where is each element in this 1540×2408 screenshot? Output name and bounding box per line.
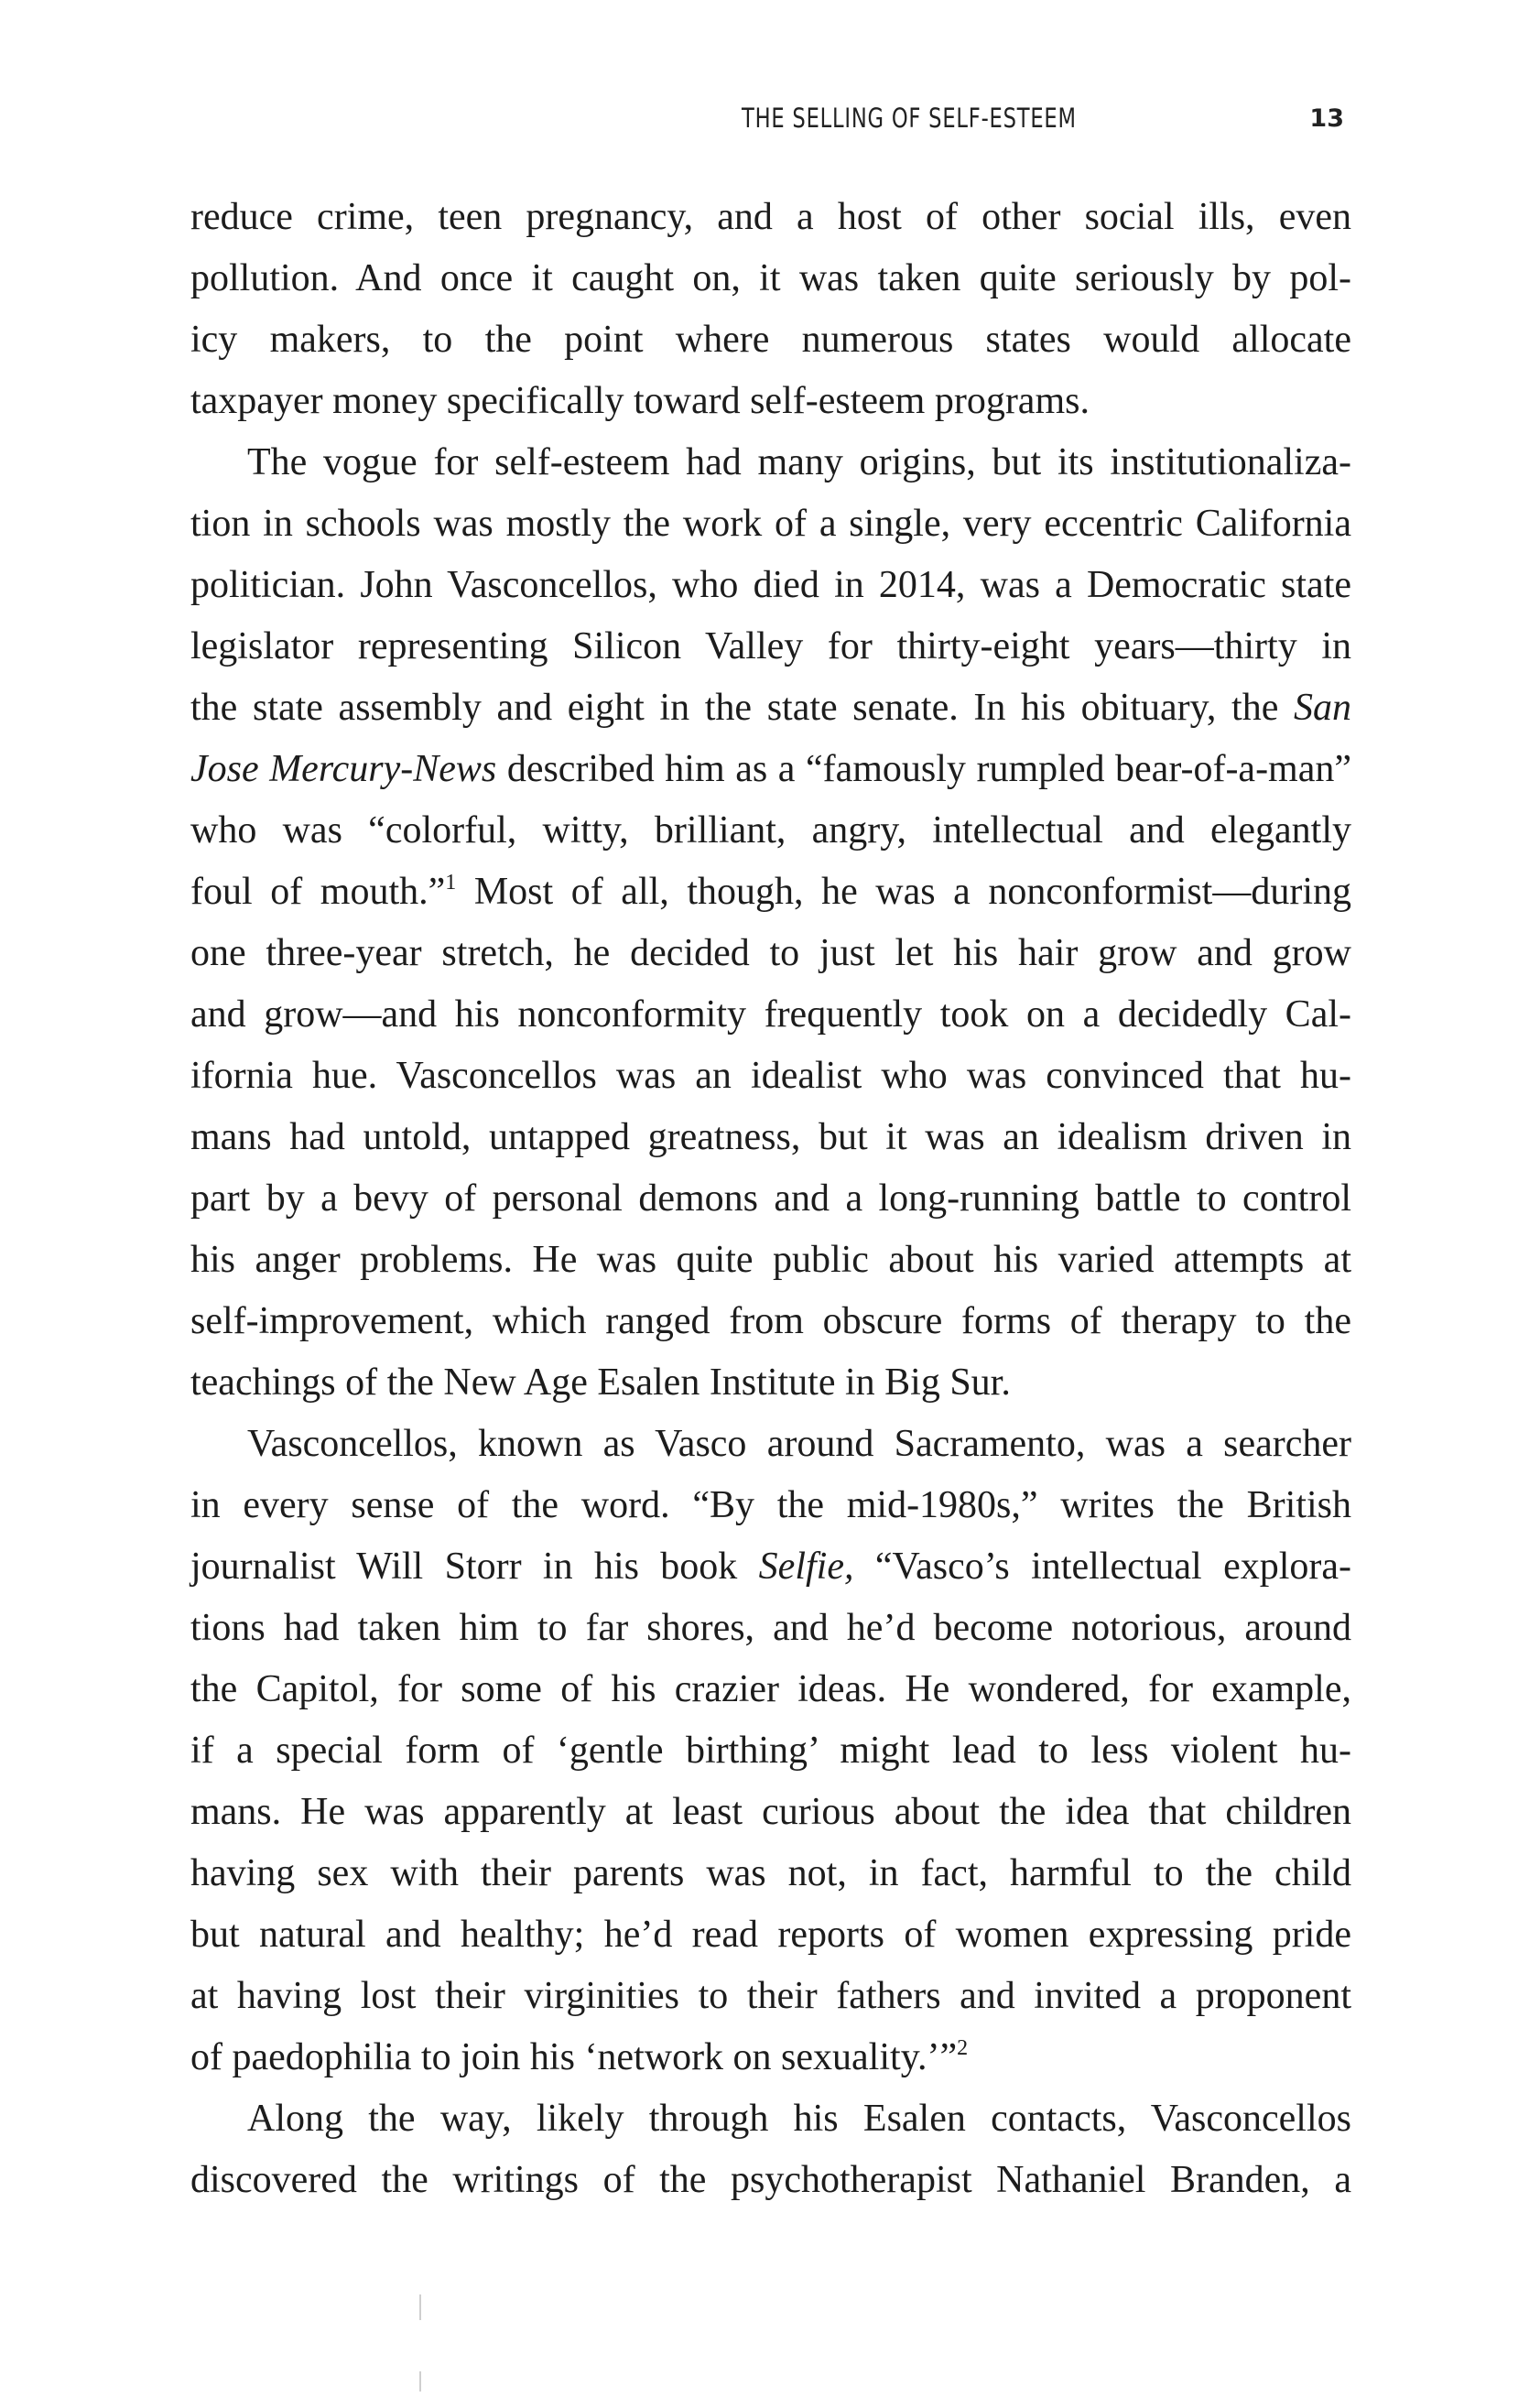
footnote-marker: 1: [445, 871, 457, 895]
text-line: pollution. And once it caught on, it was taken quite seriously by pol-: [190, 257, 1351, 299]
text-line: Vasconcellos, known as Vasco around Sacramento, was a searcher: [247, 1423, 1351, 1465]
text-line: but natural and healthy; he’d read reports of women expressing pride: [190, 1914, 1351, 1956]
paragraph-1: [190, 187, 1351, 432]
text-line: at having lost their virginities to their fathers and invited a proponent: [190, 1975, 1351, 2017]
running-head: [0, 103, 1344, 148]
text-line: politician. John Vasconcellos, who died in 2014, was a Democratic state: [190, 564, 1351, 606]
text-line: [190, 2027, 1351, 2088]
text-line: having sex with their parents was not, in fact, harmful to the child: [190, 1852, 1351, 1894]
text-line: and grow—and his nonconformity frequently took on a decidedly Cal-: [190, 993, 1351, 1036]
scan-artifact: [419, 2371, 421, 2392]
text-line: mans. He was apparently at least curious about the idea that children: [190, 1791, 1351, 1833]
text-line: mans had untold, untapped greatness, but it was an idealism driven in: [190, 1116, 1351, 1158]
text-line: [190, 1536, 1351, 1598]
text-line: discovered the writings of the psychotherapist Nathaniel Branden, a: [190, 2159, 1351, 2201]
text-segment: described him as a “famously rumpled bear-of-a-man”: [496, 748, 1352, 790]
text-line: reduce crime, teen pregnancy, and a host of other social ills, even: [190, 196, 1351, 238]
text-line: self-improvement, which ranged from obscure forms of therapy to the: [190, 1300, 1351, 1342]
text-segment: “Vasco’s intellectual explora-: [853, 1546, 1351, 1588]
text-line: taxpayer money specifically toward self-esteem programs.: [190, 380, 1090, 422]
text-line: The vogue for self-esteem had many origins, but its institutionaliza-: [247, 441, 1351, 483]
scan-artifact: [419, 2294, 421, 2320]
text-line: [190, 678, 1351, 739]
text-segment: foul of mouth.”: [190, 871, 446, 913]
text-segment: of paedophilia to join his ‘network on sexuality.’”: [190, 2036, 958, 2078]
text-segment: the state assembly and eight in the state senate. In his obituary, the: [190, 687, 1294, 729]
paragraph-2: [190, 432, 1351, 1414]
paragraph-3: [190, 1414, 1351, 2088]
text-line: teachings of the New Age Esalen Institute in Big Sur.: [190, 1361, 1011, 1404]
page-number: 13: [1309, 104, 1344, 133]
text-line: one three-year stretch, he decided to just let his hair grow and grow: [190, 932, 1351, 974]
text-line: the Capitol, for some of his crazier ideas. He wondered, for example,: [190, 1668, 1351, 1710]
text-line: tion in schools was mostly the work of a single, very eccentric California: [190, 503, 1351, 545]
text-segment: journalist Will Storr in his book: [190, 1546, 759, 1588]
text-line: icy makers, to the point where numerous states would allocate: [190, 319, 1351, 361]
italic-title: San: [1294, 687, 1351, 729]
text-line: if a special form of ‘gentle birthing’ might lead to less violent hu-: [190, 1730, 1351, 1772]
italic-title: Selfie,: [758, 1546, 854, 1588]
text-line: tions had taken him to far shores, and he’d become notorious, around: [190, 1607, 1351, 1649]
text-line: ifornia hue. Vasconcellos was an idealist who was convinced that hu-: [190, 1055, 1351, 1097]
text-line: who was “colorful, witty, brilliant, angry, intellectual and elegantly: [190, 809, 1351, 851]
text-line: his anger problems. He was quite public about his varied attempts at: [190, 1239, 1351, 1281]
paragraph-4: [190, 2088, 1351, 2211]
running-head-title: THE SELLING OF SELF-ESTEEM: [742, 103, 1077, 134]
text-line: Along the way, likely through his Esalen contacts, Vasconcellos: [247, 2098, 1351, 2140]
text-line: legislator representing Silicon Valley for thirty-eight years—thirty in: [190, 625, 1351, 667]
footnote-marker: 2: [957, 2036, 969, 2060]
text-line: in every sense of the word. “By the mid-1980s,” writes the British: [190, 1484, 1351, 1526]
text-line: [190, 862, 1351, 923]
body-text: [190, 187, 1351, 2211]
text-line: part by a bevy of personal demons and a long-running battle to control: [190, 1177, 1351, 1220]
text-line: [190, 739, 1351, 800]
text-segment: Most of all, though, he was a nonconformist—during: [456, 871, 1352, 913]
italic-title: Jose Mercury-News: [190, 748, 497, 790]
